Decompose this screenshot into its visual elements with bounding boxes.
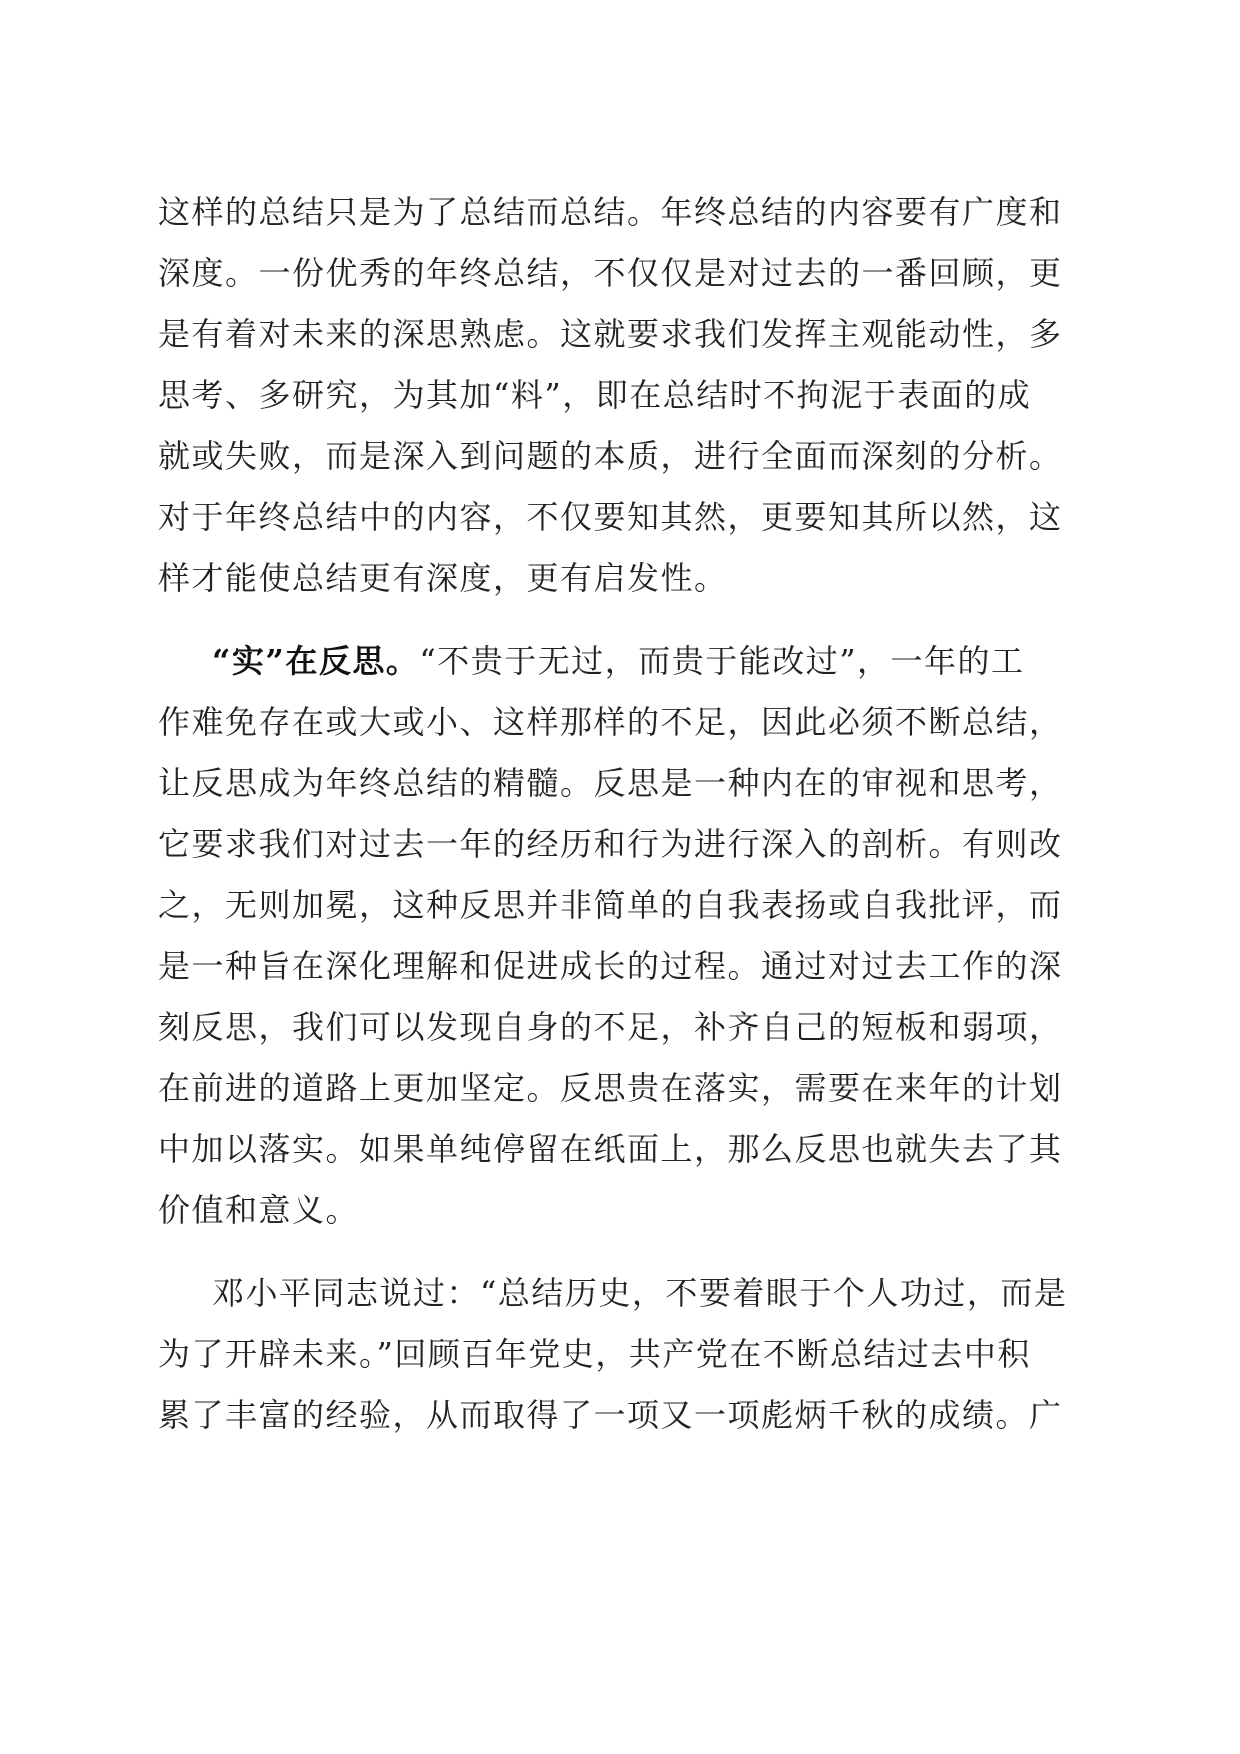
paragraph-spacer bbox=[158, 609, 1078, 631]
paragraph-1-line: 深度。一份优秀的年终总结，不仅仅是对过去的一番回顾，更 bbox=[158, 254, 1063, 292]
paragraph-2-line: 之，无则加冕，这种反思并非简单的自我表扬或自我批评，而 bbox=[158, 886, 1063, 924]
paragraph-1-line: 是有着对未来的深思熟虑。这就要求我们发挥主观能动性，多 bbox=[158, 315, 1063, 353]
paragraph-1-line: 就或失败，而是深入到问题的本质，进行全面而深刻的分析。 bbox=[158, 437, 1063, 475]
section-heading: “实”在反思。 bbox=[212, 642, 420, 680]
paragraph-2 bbox=[158, 631, 1078, 1241]
paragraph-3-line: 累了丰富的经验，从而取得了一项又一项彪炳千秋的成绩。广 bbox=[158, 1396, 1063, 1434]
paragraph-1-line: 对于年终总结中的内容，不仅要知其然，更要知其所以然，这 bbox=[158, 498, 1063, 536]
paragraph-2-line: 是一种旨在深化理解和促进成长的过程。通过对过去工作的深 bbox=[158, 947, 1063, 985]
paragraph-1-line: 样才能使总结更有深度，更有启发性。 bbox=[158, 559, 728, 597]
paragraph-2-line: 价值和意义。 bbox=[158, 1191, 360, 1229]
paragraph-1 bbox=[158, 182, 1078, 609]
document-body bbox=[158, 182, 1078, 1446]
paragraph-2-first-line-text: “不贵于无过，而贵于能改过”，一年的工 bbox=[419, 642, 1025, 680]
paragraph-2-line: 在前进的道路上更加坚定。反思贵在落实，需要在来年的计划 bbox=[158, 1069, 1063, 1107]
paragraph-2-first-line bbox=[158, 631, 1078, 692]
paragraph-2-line: 中加以落实。如果单纯停留在纸面上，那么反思也就失去了其 bbox=[158, 1130, 1063, 1168]
paragraph-1-line: 思考、多研究，为其加“料”，即在总结时不拘泥于表面的成 bbox=[158, 376, 1032, 414]
paragraph-3 bbox=[158, 1263, 1078, 1446]
paragraph-2-line: 刻反思，我们可以发现自身的不足，补齐自己的短板和弱项， bbox=[158, 1008, 1063, 1046]
paragraph-2-line: 它要求我们对过去一年的经历和行为进行深入的剖析。有则改 bbox=[158, 825, 1063, 863]
paragraph-spacer bbox=[158, 1241, 1078, 1263]
paragraph-2-line: 作难免存在或大或小、这样那样的不足，因此必须不断总结， bbox=[158, 703, 1063, 741]
paragraph-3-line: 邓小平同志说过：“总结历史，不要着眼于个人功过，而是 bbox=[212, 1274, 1068, 1312]
paragraph-3-line: 为了开辟未来。”回顾百年党史，共产党在不断总结过去中积 bbox=[158, 1335, 1031, 1373]
paragraph-1-line: 这样的总结只是为了总结而总结。年终总结的内容要有广度和 bbox=[158, 193, 1063, 231]
paragraph-2-line: 让反思成为年终总结的精髓。反思是一种内在的审视和思考， bbox=[158, 764, 1063, 802]
